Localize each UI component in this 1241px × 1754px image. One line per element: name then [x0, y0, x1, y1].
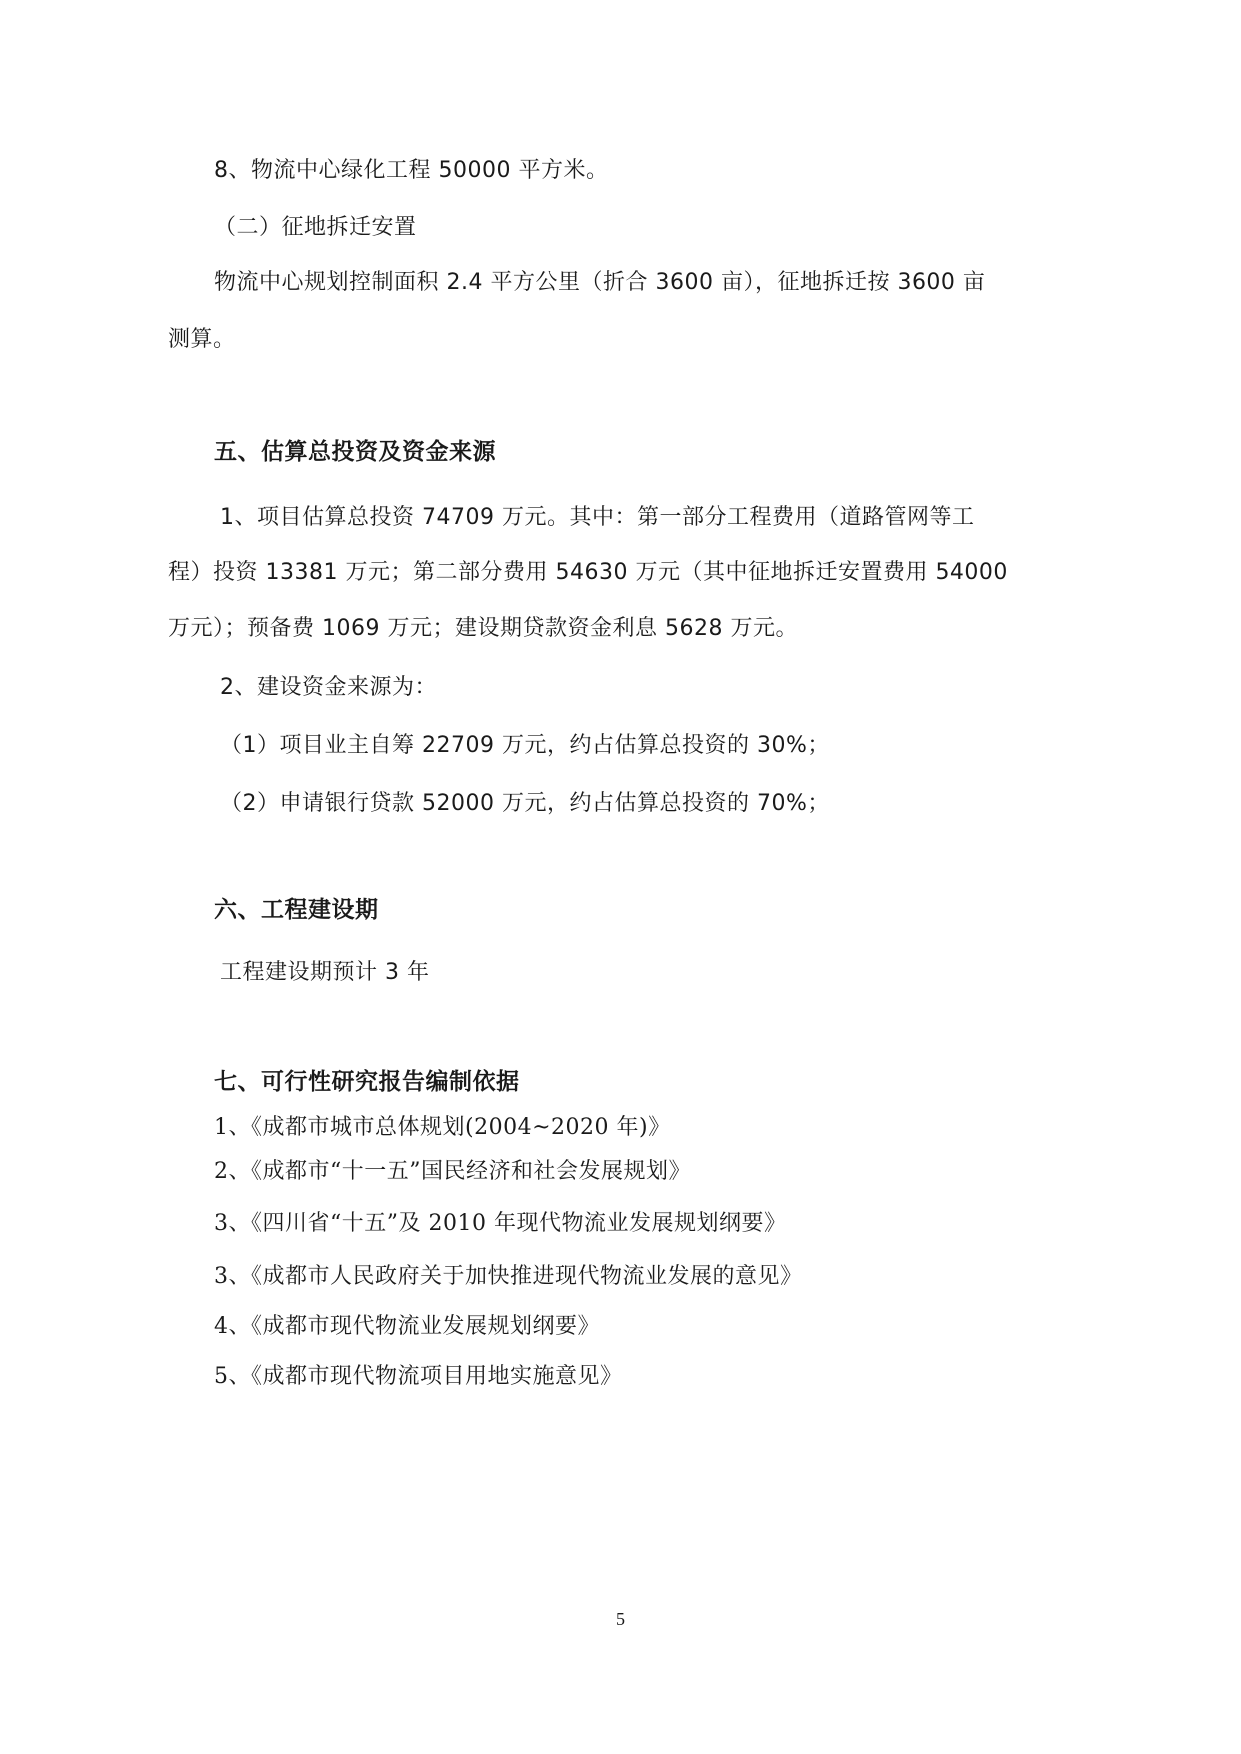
section5-heading: 五、估算总投资及资金来源 [214, 439, 496, 465]
funding-source-item2: （2）申请银行贷款 52000 万元，约占估算总投资的 70%； [220, 791, 830, 816]
reference-item: 1、《成都市城市总体规划(2004~2020 年)》 [214, 1115, 671, 1140]
investment-paragraph-line3: 万元）；预备费 1069 万元；建设期贷款资金利息 5628 万元。 [168, 616, 798, 641]
section6-heading: 六、工程建设期 [214, 897, 379, 923]
reference-item: 2、《成都市“十一五”国民经济和社会发展规划》 [214, 1159, 691, 1184]
investment-paragraph-line2: 程）投资 13381 万元；第二部分费用 54630 万元（其中征地拆迁安置费用 54000 [168, 560, 1008, 585]
land-acquisition-text-line2: 测算。 [168, 327, 236, 352]
page-number: 5 [616, 1609, 625, 1629]
reference-item: 3、《成都市人民政府关于加快推进现代物流业发展的意见》 [214, 1264, 803, 1289]
reference-item: 5、《成都市现代物流项目用地实施意见》 [214, 1364, 623, 1389]
subsection-heading-land-acquisition: （二）征地拆迁安置 [214, 215, 417, 240]
reference-item: 3、《四川省“十五”及 2010 年现代物流业发展规划纲要》 [214, 1211, 787, 1236]
section7-heading: 七、可行性研究报告编制依据 [214, 1069, 520, 1095]
construction-period-text: 工程建设期预计 3 年 [220, 960, 430, 985]
section4-item8: 8、物流中心绿化工程 50000 平方米。 [214, 158, 609, 183]
reference-item: 4、《成都市现代物流业发展规划纲要》 [214, 1314, 600, 1339]
land-acquisition-text-line1: 物流中心规划控制面积 2.4 平方公里（折合 3600 亩），征地拆迁按 3600 亩 [214, 270, 986, 295]
investment-paragraph-line1: 1、项目估算总投资 74709 万元。其中：第一部分工程费用（道路管网等工 [220, 505, 975, 530]
funding-source-item1: （1）项目业主自筹 22709 万元，约占估算总投资的 30%； [220, 733, 830, 758]
funding-source-intro: 2、建设资金来源为： [220, 675, 437, 700]
